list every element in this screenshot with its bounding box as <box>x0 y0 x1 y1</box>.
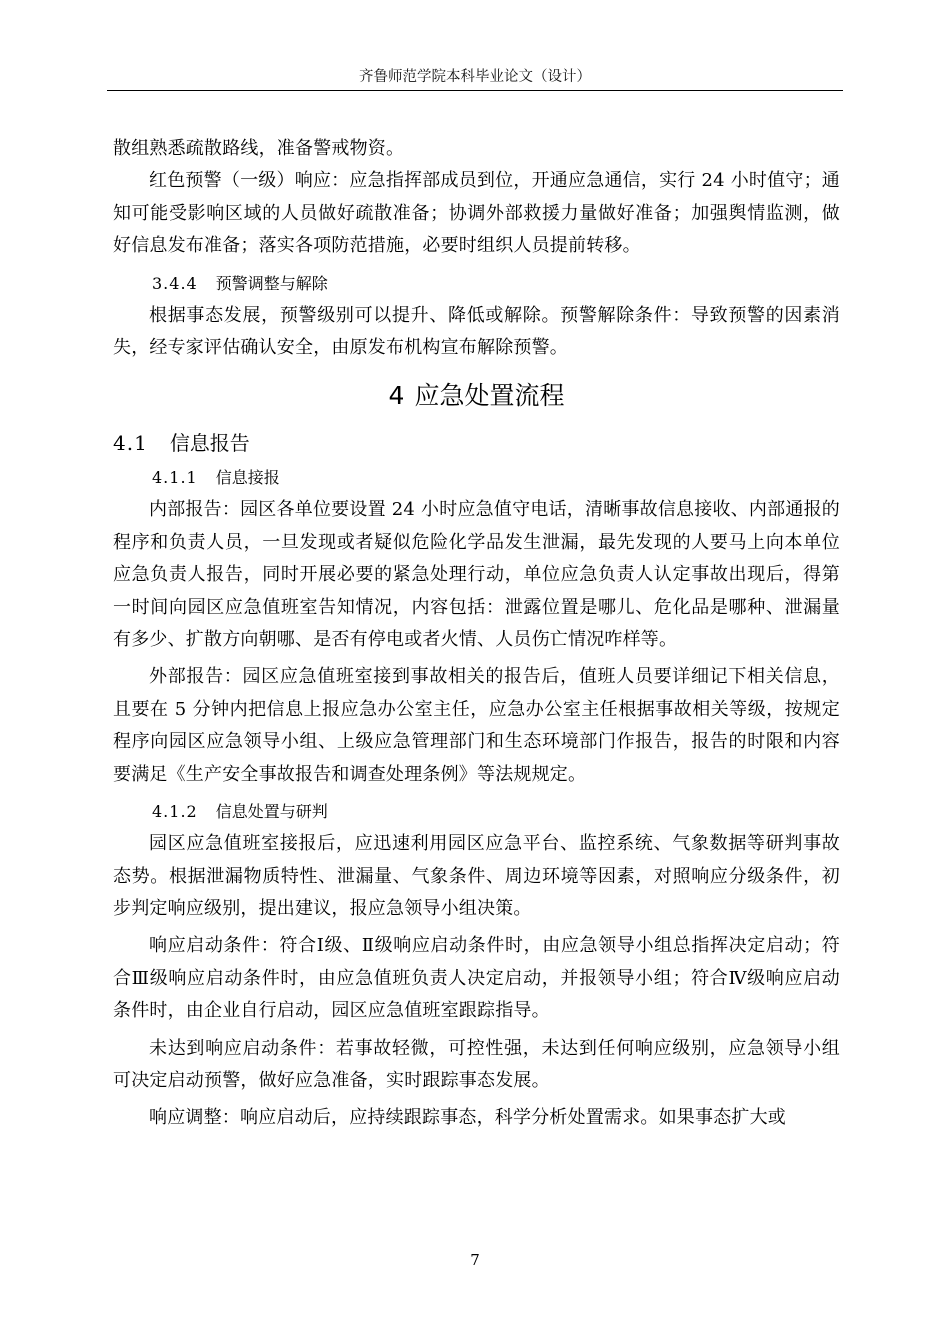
chapter-title: 应急处置流程 <box>414 381 565 411</box>
section-title: 信息处置与研判 <box>215 802 328 822</box>
section-title: 信息接报 <box>215 468 280 488</box>
page-number: 7 <box>470 1251 480 1269</box>
section-number: 4.1 <box>113 431 148 456</box>
paragraph: 响应启动条件：符合Ⅰ级、Ⅱ级响应启动条件时，由应急领导小组总指挥决定启动；符合Ⅲ级响应启动条件时，由应急值班负责人决定启动，并报领导小组；符合Ⅳ级响应启动条件时，由企业自行启动，园区应急值班室跟踪指导。 <box>113 935 840 1022</box>
page-header: 齐鲁师范学院本科毕业论文（设计） <box>107 64 843 91</box>
section-heading-4-1-1 <box>113 462 840 494</box>
paragraph: 根据事态发展，预警级别可以提升、降低或解除。预警解除条件：导致预警的因素消失，经专家评估确认安全，由原发布机构宣布解除预警。 <box>113 304 840 359</box>
section-heading-4-1-2 <box>113 796 840 828</box>
section-title: 信息报告 <box>169 431 250 456</box>
paragraph: 园区应急值班室接报后，应迅速利用园区应急平台、监控系统、气象数据等研判事故态势。根据泄漏物质特性、泄漏量、气象条件、周边环境等因素，对照响应分级条件，初步判定响应级别，提出建议，报应急领导小组决策。 <box>113 833 840 919</box>
paragraph: 响应调整：响应启动后，应持续跟踪事态，科学分析处置需求。如果事态扩大或 <box>149 1107 786 1129</box>
section-number: 4.1.2 <box>152 802 198 822</box>
section-heading-3-4-4 <box>113 268 840 300</box>
paragraph: 红色预警（一级）响应：应急指挥部成员到位，开通应急通信，实行 24 小时值守；通知可能受影响区域的人员做好疏散准备；协调外部救援力量做好准备；加强舆情监测，做好信息发布准备；落实各项防范措施，必要时组织人员提前转移。 <box>113 170 840 257</box>
paragraph: 未达到响应启动条件：若事故轻微，可控性强，未达到任何响应级别，应急领导小组可决定启动预警，做好应急准备，实时跟踪事态发展。 <box>113 1037 840 1091</box>
paragraph: 外部报告：园区应急值班室接到事故相关的报告后，值班人员要详细记下相关信息，且要在 5 分钟内把信息上报应急办公室主任，应急办公室主任根据事故相关等级，按规定程序向园区应急领导小组、上级应急管理部门和生态环境部门作报告，报告的时限和内容要满足《生产安全事故报告和调查处理条例》等法规规定。 <box>113 666 840 785</box>
section-heading-4-1 <box>113 424 840 462</box>
section-number: 4.1.1 <box>152 468 198 488</box>
document-body <box>113 133 840 1135</box>
paragraph: 内部报告：园区各单位要设置 24 小时应急值守电话，清晰事故信息接收、内部通报的程序和负责人员，一旦发现或者疑似危险化学品发生泄漏，最先发现的人要马上向本单位应急负责人报告，同时开展必要的紧急处理行动，单位应急负责人认定事故出现后，得第一时间向园区应急值班室告知情况，内容包括：泄露位置是哪儿、危化品是哪种、泄漏量有多少、扩散方向朝哪、是否有停电或者火情、人员伤亡情况咋样等。 <box>113 499 840 651</box>
section-title: 预警调整与解除 <box>215 273 328 293</box>
chapter-number: 4 <box>388 381 405 411</box>
chapter-heading <box>113 378 840 414</box>
section-number: 3.4.4 <box>152 273 198 293</box>
paragraph: 散组熟悉疏散路线，准备警戒物资。 <box>113 138 405 159</box>
